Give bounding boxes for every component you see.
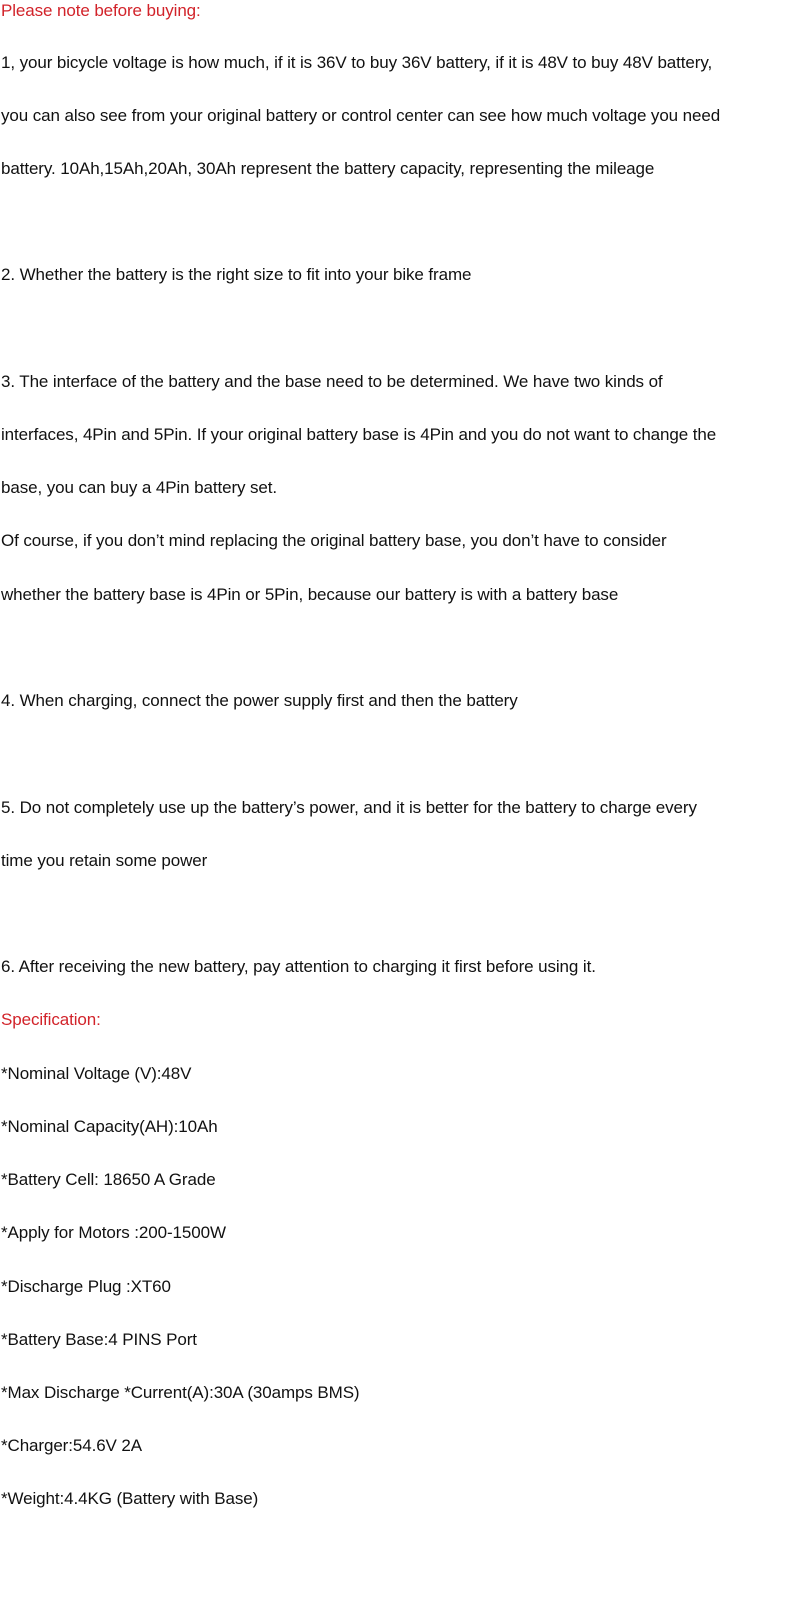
notice-item-3-line-1: 3. The interface of the battery and the base need to be determined. We have two kinds of xyxy=(1,372,663,391)
notice-item-3-line-3: base, you can buy a 4Pin battery set. xyxy=(1,478,278,497)
notice-item-3-line-4: Of course, if you don’t mind replacing the original battery base, you don’t have to consider xyxy=(1,531,667,550)
spec-nominal-voltage: *Nominal Voltage (V):48V xyxy=(1,1064,192,1083)
notice-item-5-line-1: 5. Do not completely use up the battery’s power, and it is better for the battery to charge every xyxy=(1,798,697,817)
notice-item-3-line-2: interfaces, 4Pin and 5Pin. If your original battery base is 4Pin and you do not want to change the xyxy=(1,425,717,444)
spec-battery-cell: *Battery Cell: 18650 A Grade xyxy=(1,1170,216,1189)
spec-max-discharge-current: *Max Discharge *Current(A):30A (30amps BMS) xyxy=(1,1383,360,1402)
notice-item-2-line-1: 2. Whether the battery is the right size to fit into your bike frame xyxy=(1,265,472,284)
spec-nominal-capacity: *Nominal Capacity(AH):10Ah xyxy=(1,1117,218,1136)
notice-item-6-line-1: 6. After receiving the new battery, pay attention to charging it first before using it. xyxy=(1,957,596,976)
spec-discharge-plug: *Discharge Plug :XT60 xyxy=(1,1277,171,1296)
notice-item-1-line-3: battery. 10Ah,15Ah,20Ah, 30Ah represent the battery capacity, representing the mileage xyxy=(1,159,655,178)
notice-item-3-line-5: whether the battery base is 4Pin or 5Pin, because our battery is with a battery base xyxy=(1,585,619,604)
spec-weight: *Weight:4.4KG (Battery with Base) xyxy=(1,1489,259,1508)
spec-battery-base: *Battery Base:4 PINS Port xyxy=(1,1330,197,1349)
notice-heading: Please note before buying: xyxy=(1,1,201,20)
specification-heading: Specification: xyxy=(1,1010,101,1029)
spec-charger: *Charger:54.6V 2A xyxy=(1,1436,142,1455)
notice-item-4-line-1: 4. When charging, connect the power supply first and then the battery xyxy=(1,691,518,710)
spec-apply-for-motors: *Apply for Motors :200-1500W xyxy=(1,1223,226,1242)
notice-item-5-line-2: time you retain some power xyxy=(1,851,208,870)
notice-item-1-line-1: 1, your bicycle voltage is how much, if it is 36V to buy 36V battery, if it is 48V to buy 48V battery, xyxy=(1,53,713,72)
notice-item-1-line-2: you can also see from your original battery or control center can see how much voltage you need xyxy=(1,106,721,125)
